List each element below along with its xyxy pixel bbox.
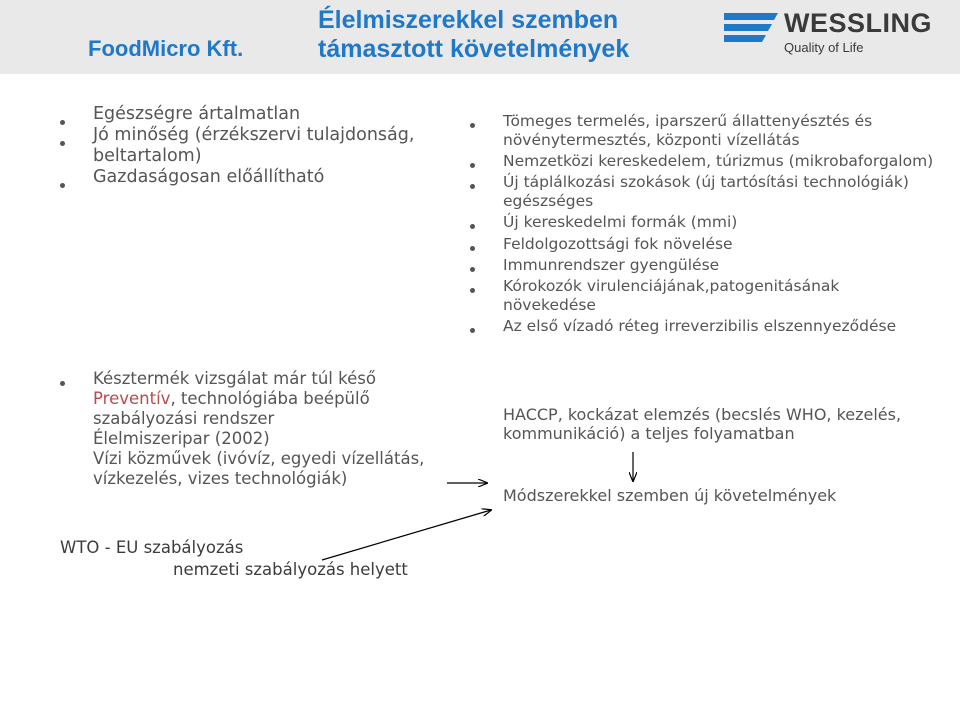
company-name: FoodMicro Kft. (88, 36, 244, 61)
list-item: Feldolgozottsági fok növelése (467, 235, 937, 254)
arrow-wto-to-methods (322, 510, 491, 560)
list-item: Immunrendszer gyengülése (467, 256, 937, 275)
list-item: Egészségre ártalmatlan (57, 104, 452, 125)
list-item: Új kereskedelmi formák (mmi) (467, 213, 937, 232)
list-item: Gazdaságosan előállítható (57, 167, 452, 188)
wto-line-2: nemzeti szabályozás helyett (173, 560, 408, 579)
list-item: Tömeges termelés, iparszerű állattenyésztés és növénytermesztés, központi vízellátás (467, 112, 937, 150)
title-line-2: támasztott követelmények (318, 35, 630, 63)
preventive-highlight: Preventív (93, 389, 171, 408)
methods-text: Módszerekkel szemben új követelmények (503, 486, 837, 505)
list-item: Késztermék vizsgálat már túl késő Preventív, technológiába beépülő szabályozási rendszer Élelmiszeripar (2002) Vízi közművek (ivóvíz, egyedi vízellátás, vízkezelés, vizes technológiák) (57, 369, 452, 489)
list-item: Nemzetközi kereskedelem, túrizmus (mikrobaforgalom) (467, 152, 937, 171)
list-item: Új táplálkozási szokások (új tartósítási technológiák) egészséges (467, 173, 937, 211)
logo-name: WESSLING (784, 8, 933, 38)
wto-line-1: WTO - EU szabályozás (60, 538, 244, 557)
logo-tagline: Quality of Life (784, 40, 864, 55)
list-item: Jó minőség (érzékszervi tulajdonság, beltartalom) (57, 125, 452, 167)
list-item: Az első vízadó réteg irreverzibilis elszennyeződése (467, 317, 937, 336)
title-line-1: Élelmiszerekkel szemben (318, 6, 619, 34)
haccp-text: HACCP, kockázat elemzés (becslés WHO, kezelés, kommunikáció) a teljes folyamatban (503, 405, 902, 443)
list-item: Kórokozók virulenciájának,patogenitásának növekedése (467, 277, 937, 315)
